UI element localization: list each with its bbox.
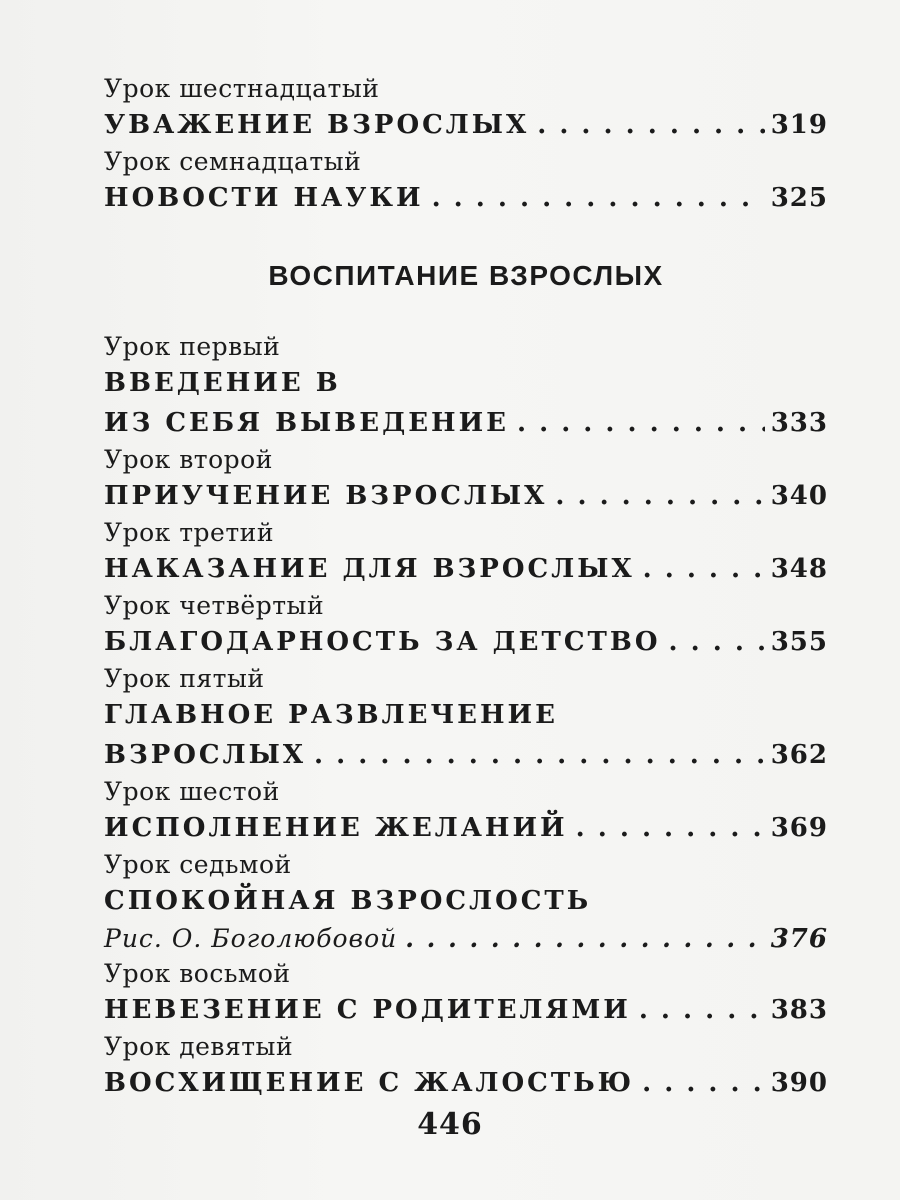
page-ref: 369 xyxy=(770,813,828,843)
dot-leader xyxy=(314,735,765,775)
illustrator-credit: Рис. О. Боголюбовой xyxy=(104,924,398,953)
page-ref: 333 xyxy=(770,408,828,438)
lesson-title: НАКАЗАНИЕ ДЛЯ ВЗРОСЛЫХ xyxy=(104,554,635,584)
lesson-label: Урок девятый xyxy=(104,1032,294,1061)
lesson-label: Урок четвёртый xyxy=(104,591,325,620)
toc-row xyxy=(104,403,828,443)
toc-entry-lesson-3[interactable] xyxy=(104,516,828,589)
page-ref: 376 xyxy=(770,924,828,954)
dot-leader xyxy=(432,178,765,218)
toc-entry-lesson-1[interactable] xyxy=(104,330,828,443)
lesson-label: Урок семнадцатый xyxy=(104,147,362,176)
page-ref: 319 xyxy=(770,110,828,140)
toc-entry-lesson-4[interactable] xyxy=(104,589,828,662)
toc-row xyxy=(104,990,828,1030)
page-ref: 355 xyxy=(770,627,828,657)
lesson-label: Урок шестнадцатый xyxy=(104,74,380,103)
lesson-title: ИСПОЛНЕНИЕ ЖЕЛАНИЙ xyxy=(104,813,568,843)
lesson-label: Урок пятый xyxy=(104,664,265,693)
dot-leader xyxy=(555,476,764,516)
lesson-label: Урок седьмой xyxy=(104,850,292,879)
page-number: 446 xyxy=(417,1107,483,1142)
toc-row xyxy=(104,921,828,957)
toc-row xyxy=(104,622,828,662)
lesson-label: Урок второй xyxy=(104,445,273,474)
lesson-title: СПОКОЙНАЯ ВЗРОСЛОСТЬ xyxy=(104,886,592,916)
page-ref: 362 xyxy=(770,740,828,770)
dot-leader xyxy=(642,1063,765,1103)
toc-row xyxy=(104,735,828,775)
lesson-title: БЛАГОДАРНОСТЬ ЗА ДЕТСТВО xyxy=(104,627,661,657)
page-ref: 348 xyxy=(770,554,828,584)
dot-leader xyxy=(517,403,765,443)
toc-entry-lesson-9[interactable] xyxy=(104,1030,828,1103)
toc-entry-lesson-2[interactable] xyxy=(104,443,828,516)
lesson-title-line-2: ВЗРОСЛЫХ xyxy=(104,740,307,770)
toc-entry-lesson-6[interactable] xyxy=(104,775,828,848)
toc-entry-lesson-16[interactable] xyxy=(104,72,828,145)
toc-entry-lesson-8[interactable] xyxy=(104,957,828,1030)
lesson-title: ВОСХИЩЕНИЕ С ЖАЛОСТЬЮ xyxy=(104,1068,635,1098)
toc-entry-lesson-5[interactable] xyxy=(104,662,828,775)
page-ref: 325 xyxy=(770,183,828,213)
lesson-title: УВАЖЕНИЕ ВЗРОСЛЫХ xyxy=(104,110,530,140)
toc-row xyxy=(104,476,828,516)
toc-row xyxy=(104,808,828,848)
dot-leader xyxy=(639,990,765,1030)
section-heading-block xyxy=(104,218,828,330)
toc-row xyxy=(104,105,828,145)
dot-leader xyxy=(669,622,765,662)
lesson-label: Урок первый xyxy=(104,332,281,361)
lesson-title-line-2: ИЗ СЕБЯ ВЫВЕДЕНИЕ xyxy=(104,408,509,438)
lesson-title-line-1: ВВЕДЕНИЕ В xyxy=(104,368,341,398)
dot-leader xyxy=(405,921,764,957)
page-ref: 383 xyxy=(770,995,828,1025)
dot-leader xyxy=(576,808,765,848)
toc-row xyxy=(104,1063,828,1103)
section-heading: ВОСПИТАНИЕ ВЗРОСЛЫХ xyxy=(268,260,664,291)
table-of-contents xyxy=(104,72,828,1103)
dot-leader xyxy=(537,105,765,145)
lesson-title-line-1: ГЛАВНОЕ РАЗВЛЕЧЕНИЕ xyxy=(104,700,558,730)
lesson-title: НОВОСТИ НАУКИ xyxy=(104,183,424,213)
page-ref: 340 xyxy=(770,481,828,511)
lesson-label: Урок шестой xyxy=(104,777,280,806)
page-ref: 390 xyxy=(770,1068,828,1098)
lesson-label: Урок восьмой xyxy=(104,959,291,988)
lesson-title: НЕВЕЗЕНИЕ С РОДИТЕЛЯМИ xyxy=(104,995,631,1025)
toc-entry-lesson-17[interactable] xyxy=(104,145,828,218)
toc-row xyxy=(104,549,828,589)
lesson-label: Урок третий xyxy=(104,518,274,547)
lesson-title: ПРИУЧЕНИЕ ВЗРОСЛЫХ xyxy=(104,481,548,511)
toc-entry-lesson-7[interactable] xyxy=(104,848,828,957)
toc-row xyxy=(104,178,828,218)
dot-leader xyxy=(643,549,765,589)
